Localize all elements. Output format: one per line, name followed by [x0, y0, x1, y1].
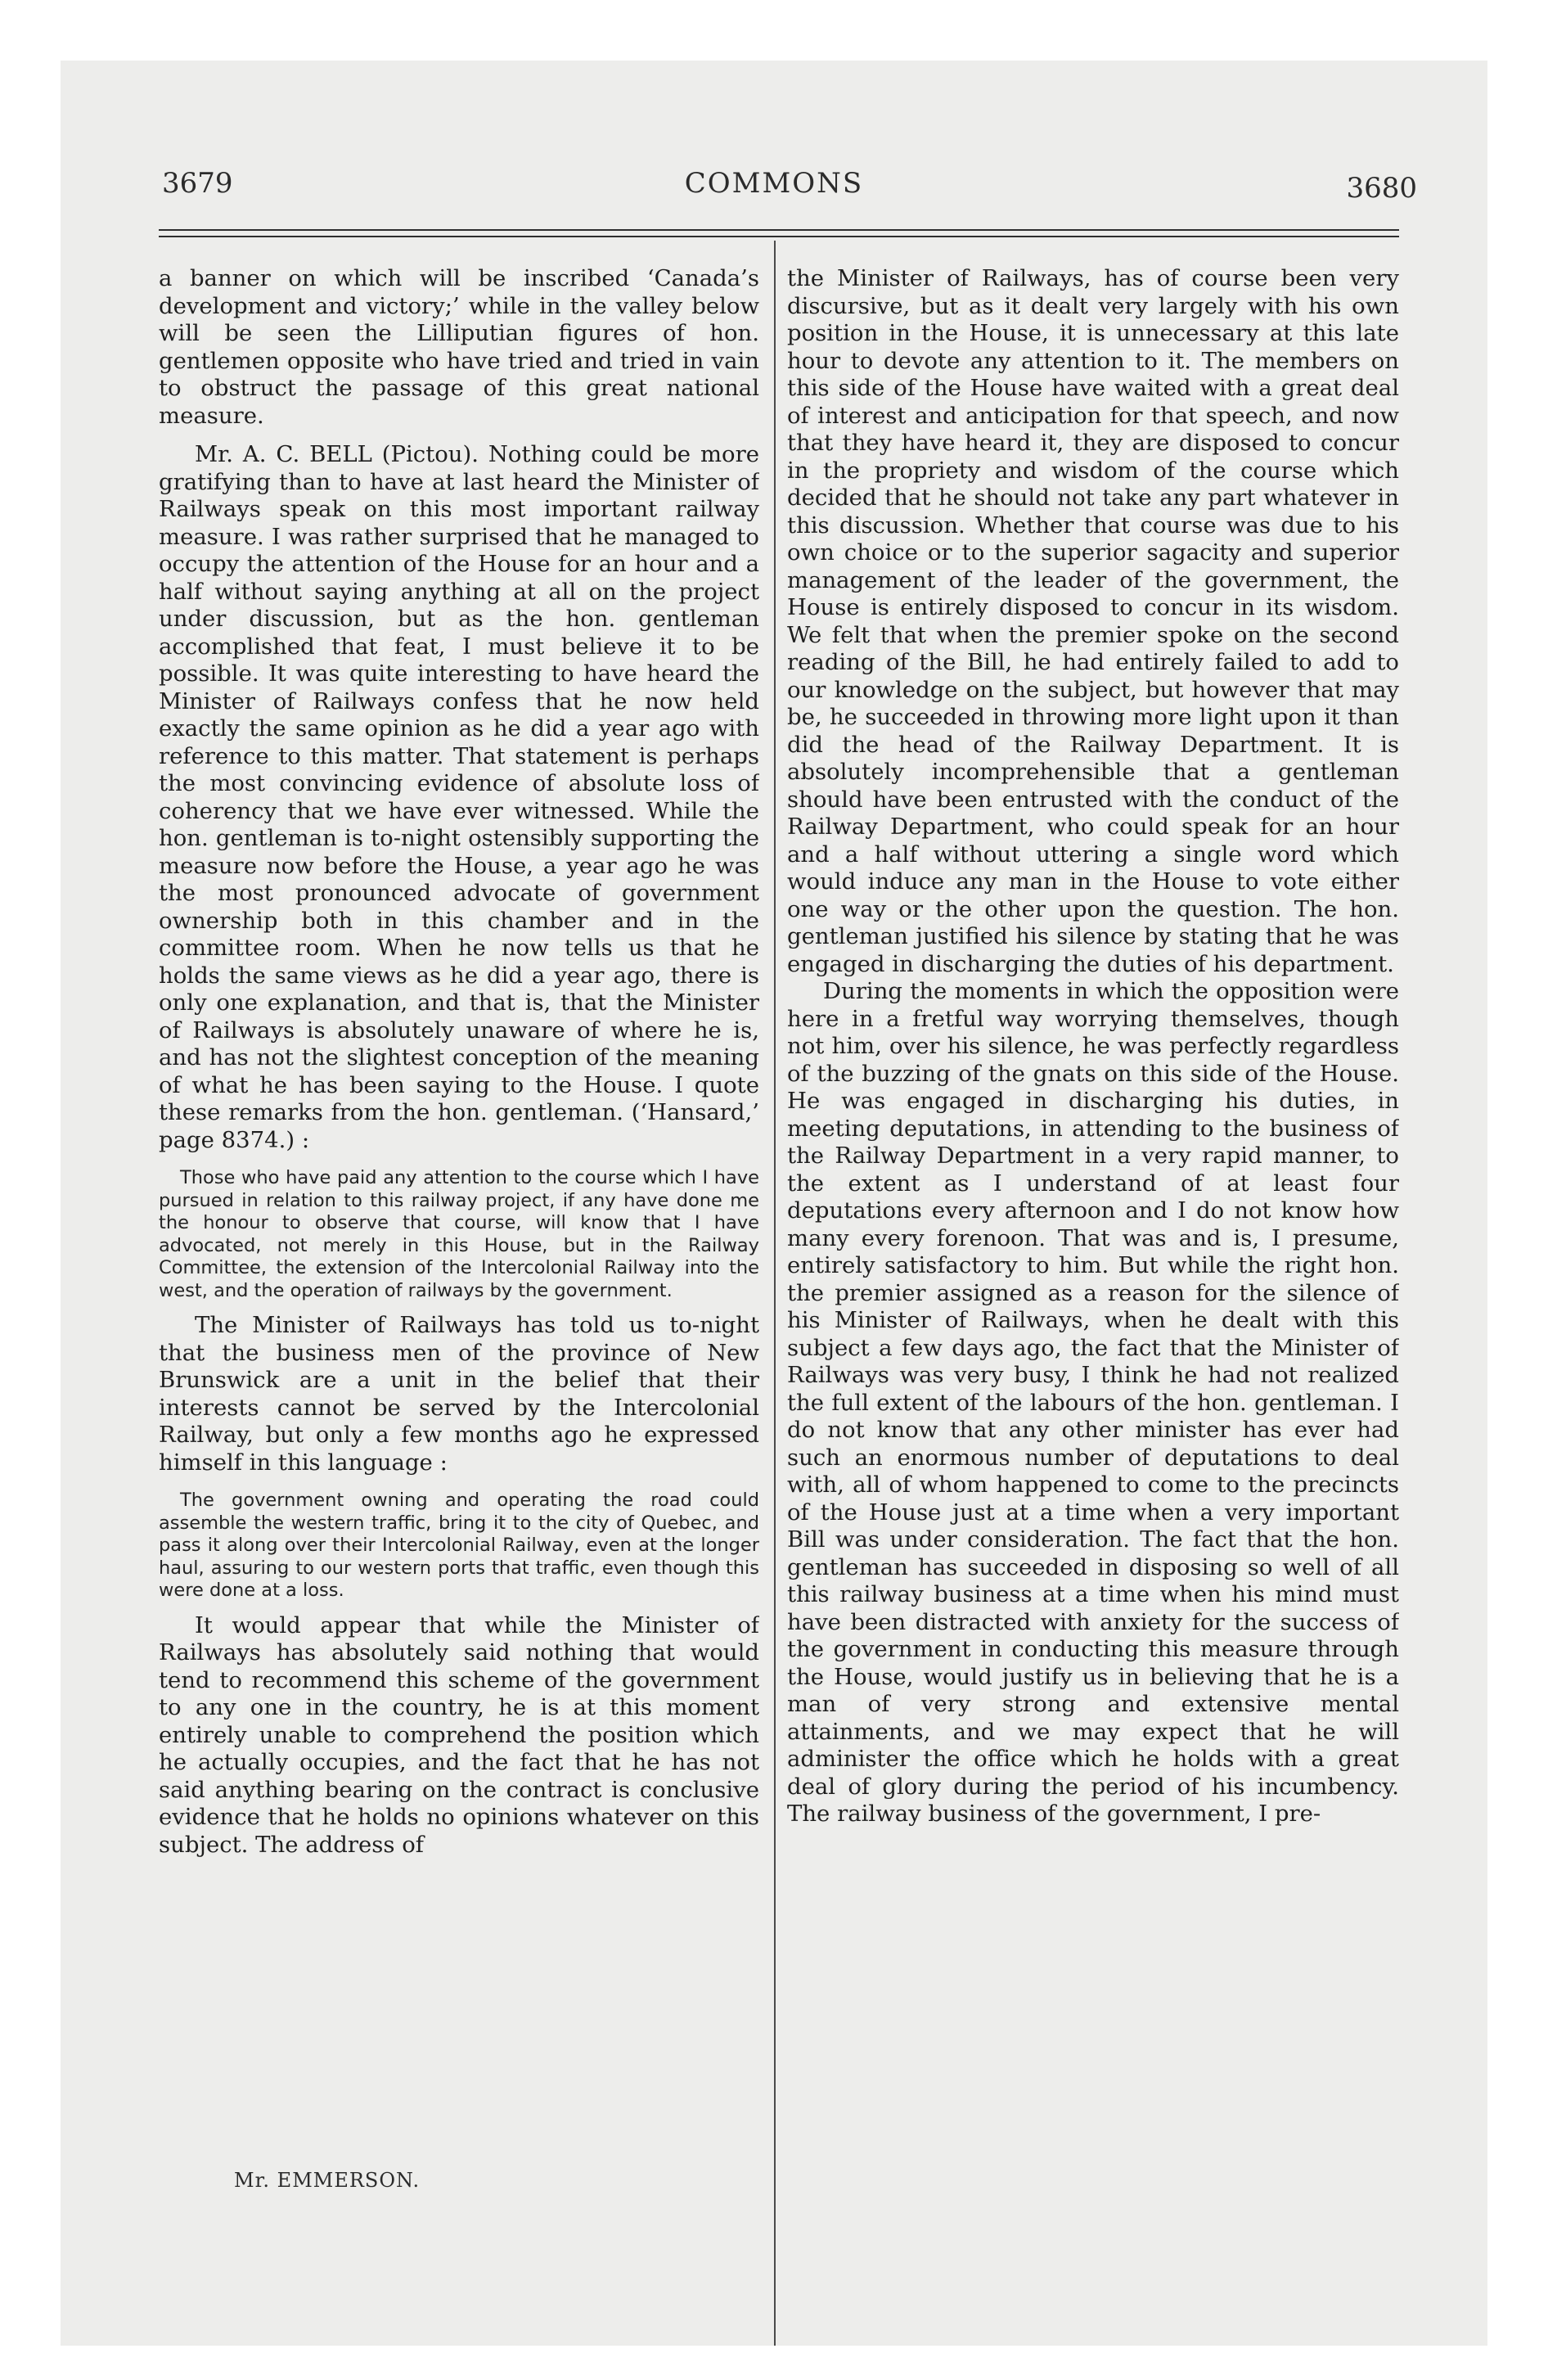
header-rule-bottom: [159, 236, 1399, 237]
page-header: [61, 167, 1487, 216]
block-quote: Those who have paid any attention to the course which I have pursued in relation to this railway project, if any have done me the honour to observe that course, will know that I have advocated, not merely in this House, but in the Railway Committee, the extension of the Intercolonial Railway into the west, and the operation of railways by the government.: [159, 1167, 759, 1301]
block-quote: The government owning and operating the road could assemble the western traffic, bring it to the city of Quebec, and pass it along over their Intercolonial Railway, even at the longer haul, assuring to our western ports that traffic, even though this were done at a loss.: [159, 1490, 759, 1601]
paragraph: The Minister of Railways has told us to-night that the business men of the province of New Brunswick are a unit in the belief that their interests cannot be served by the Intercolonial Railway, but only a few months ago he expressed himself in this language :: [159, 1312, 759, 1476]
paragraph: the Minister of Railways, has of course been very discursive, but as it dealt very largely with his own position in the House, it is unnecessary at this late hour to devote any attention to it. The members on this side of the House have waited with a great deal of interest and anticipation for that speech, and now that they have heard it, they are disposed to concur in the propriety and wisdom of the course which decided that he should not take any part whatever in this discussion. Whether that course was due to his own choice or to the superior sagacity and superior management of the leader of the government, the House is entirely disposed to concur in its wisdom. We felt that when the premier spoke on the second reading of the Bill, he had entirely failed to add to our knowledge on the subject, but however that may be, he succeeded in throwing more light upon it than did the head of the Railway Department. It is absolutely incomprehensible that a gentleman should have been entrusted with the conduct of the Railway Department, who could speak for an hour and a half without uttering a single word which would induce any man in the House to vote either one way or the other upon the question. The hon. gentleman justified his silence by stating that he was engaged in discharging the duties of his department.: [787, 265, 1399, 977]
left-column: [159, 265, 759, 1859]
paragraph: It would appear that while the Minister of Railways has absolutely said nothing that would tend to recommend this scheme of the government to any one in the country, he is at this moment entirely unable to comprehend the position which he actually occupies, and the fact that he has not said anything bearing on the contract is conclusive evidence that he holds no opinions whatever on this subject. The address of: [159, 1611, 759, 1858]
running-title: COMMONS: [684, 167, 864, 200]
scanned-page: [61, 61, 1487, 2346]
paragraph: a banner on which will be inscribed ‘Canada’s development and victory;’ while in the valley below will be seen the Lilliputian figures of hon. gentlemen opposite who have tried and tried in vain to obstruct the passage of this great national measure.: [159, 265, 759, 429]
paragraph: During the moments in which the opposition were here in a fretful way worrying themselves, though not him, over his silence, he was perfectly regardless of the buzzing of the gnats on this side of the House. He was engaged in discharging his duties, in meeting deputations, in attending to the business of the Railway Department in a very rapid manner, to the extent as I understand of at least four deputations every afternoon and I do not know how many every forenoon. That was and is, I presume, entirely satisfactory to him. But while the right hon. the premier assigned as a reason for the silence of his Minister of Railways, when he dealt with this subject a few days ago, the fact that the Minister of Railways was very busy, I think he had not realized the full extent of the labours of the hon. gentleman. I do not know that any other minister has ever had such an enormous number of deputations to deal with, all of whom happened to come to the precincts of the House just at a time when a very important Bill was under consideration. The fact that the hon. gentleman has succeeded in disposing so well of all this railway business at a time when his mind must have been distracted with anxiety for the success of the government in conducting this measure through the House, would justify us in believing that he is a man of very strong and extensive mental attainments, and we may expect that he will administer the office which he holds with a great deal of glory during the period of his incumbency. The railway business of the government, I pre-: [787, 978, 1399, 1827]
page-signature: Mr. EMMERSON.: [234, 2169, 421, 2192]
right-column: [787, 265, 1399, 1828]
right-page-number: 3680: [1346, 172, 1417, 205]
header-rule-top: [159, 229, 1399, 231]
column-divider: [774, 241, 776, 2346]
left-page-number: 3679: [162, 167, 233, 200]
speaker-paragraph: Mr. A. C. BELL (Pictou). Nothing could be more gratifying than to have at last heard the Minister of Railways speak on this most important railway measure. I was rather surprised that he managed to occupy the attention of the House for an hour and a half without saying anything at all on the project under discussion, but as the hon. gentleman accomplished that feat, I must believe it to be possible. It was quite interesting to have heard the Minister of Railways confess that he now held exactly the same opinion as he did a year ago with reference to this matter. That statement is perhaps the most convincing evidence of absolute loss of coherency that we have ever witnessed. While the hon. gentleman is to-night ostensibly supporting the measure now before the House, a year ago he was the most pronounced advocate of government ownership both in this chamber and in the committee room. When he now tells us that he holds the same views as he did a year ago, there is only one explanation, and that is, that the Minister of Railways is absolutely unaware of where he is, and has not the slightest conception of the meaning of what he has been saying to the House. I quote these remarks from the hon. gentleman. (‘Hansard,’ page 8374.) :: [159, 441, 759, 1153]
